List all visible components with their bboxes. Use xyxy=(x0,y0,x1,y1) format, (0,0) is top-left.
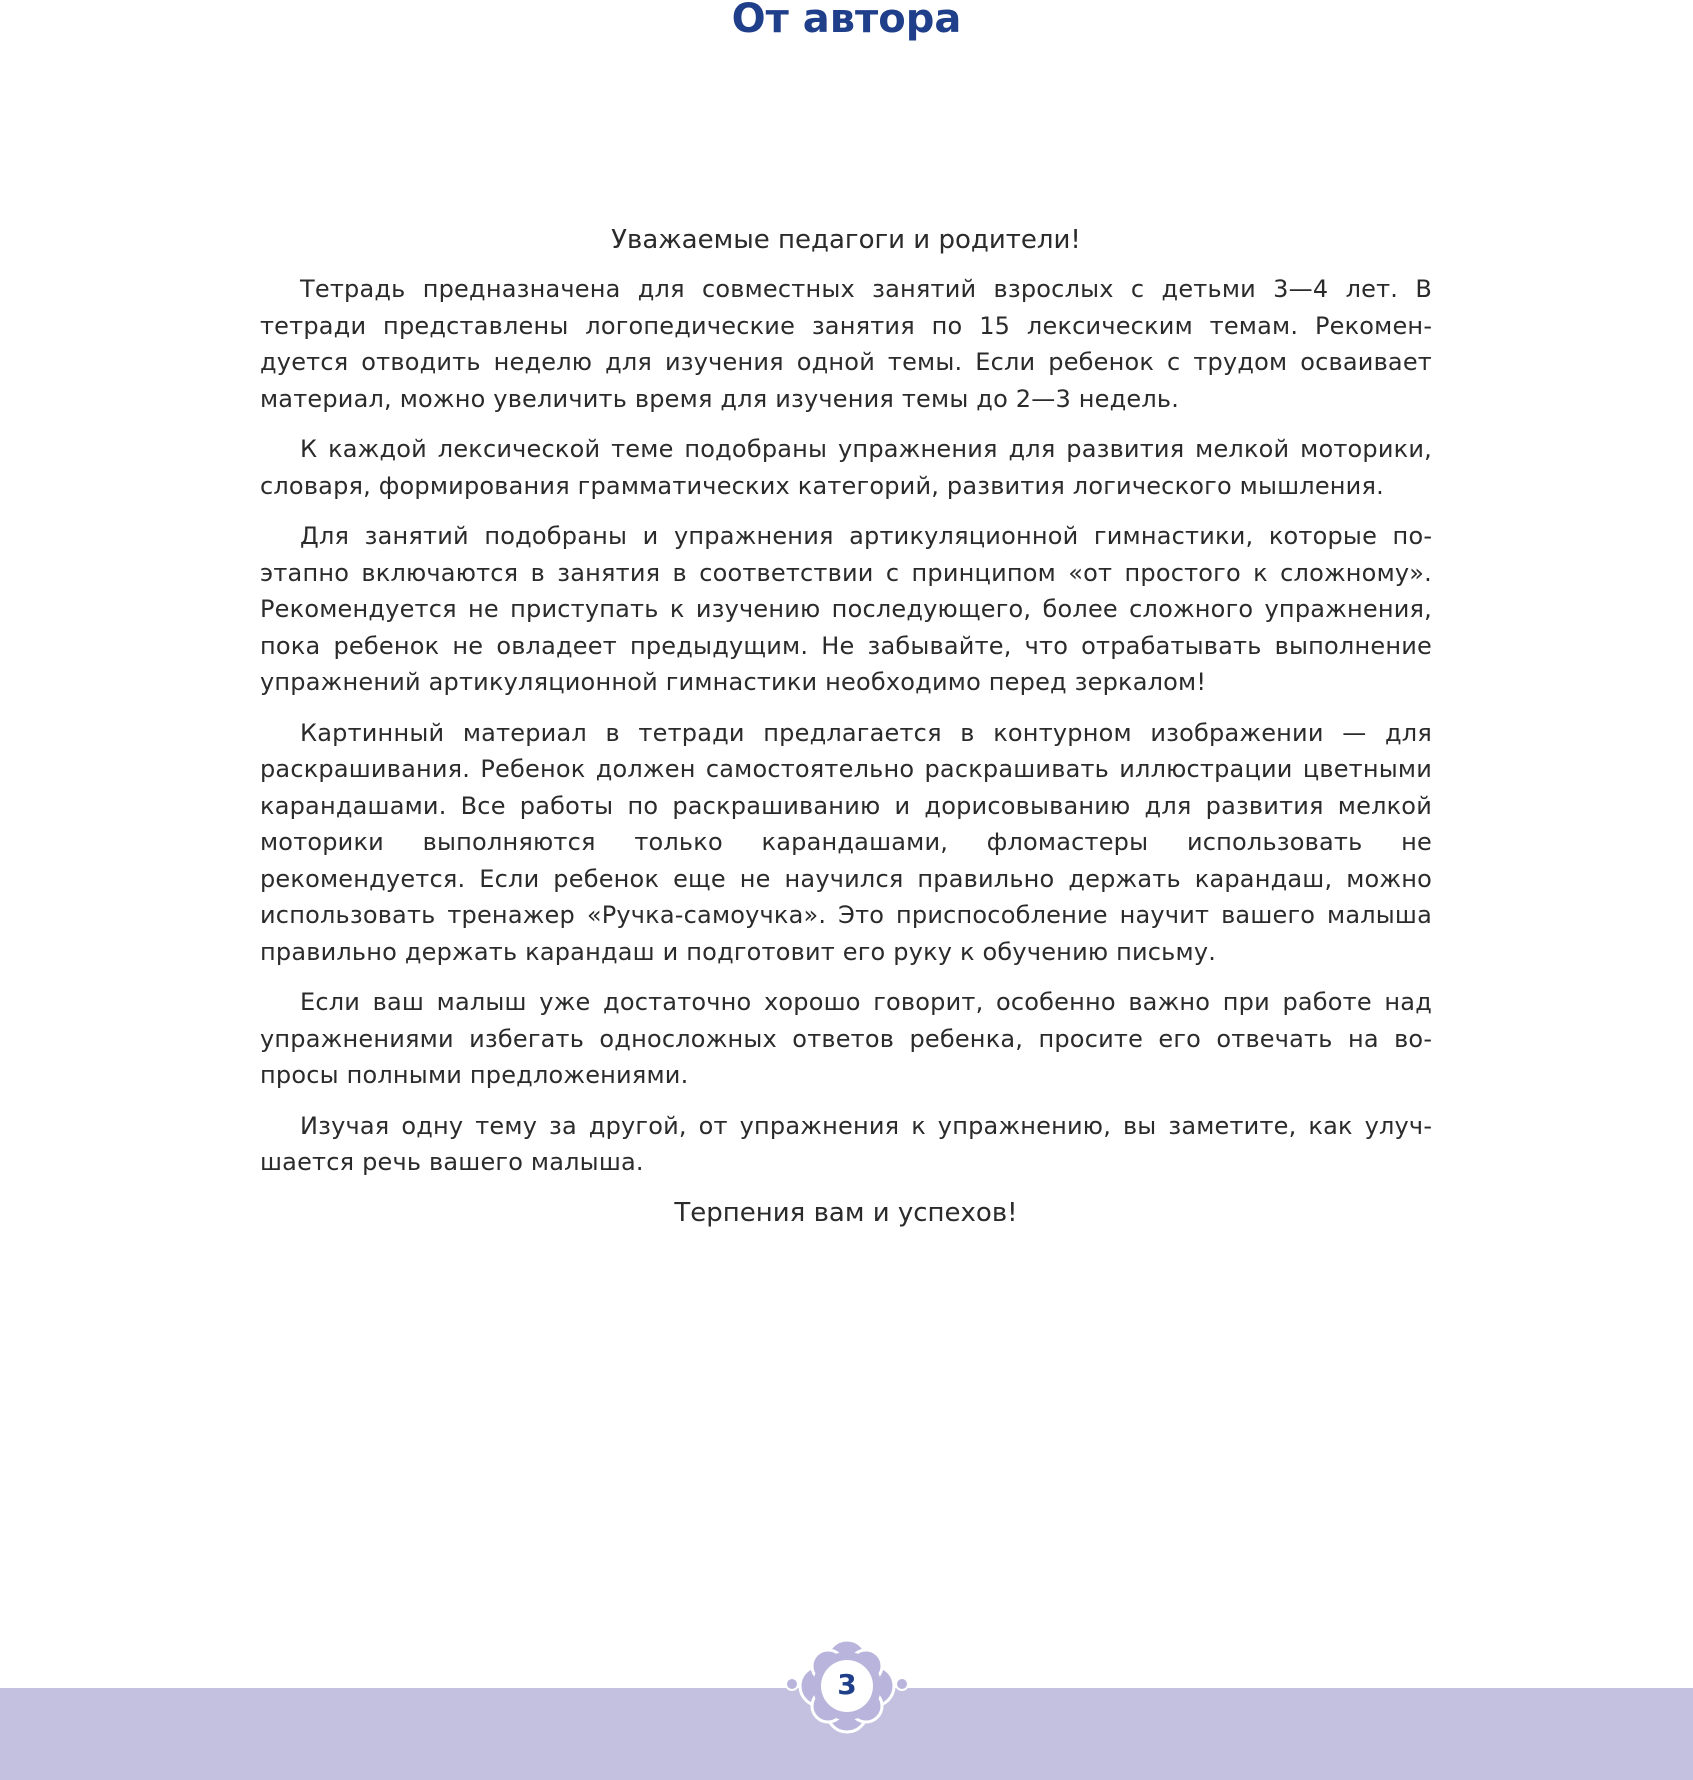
paragraph: Для занятий подобраны и упражнения артикуляционной гимнастики, которые поэтапно включаются в занятия в соответствии с принципом «от простого к сложному». Рекомендуется не приступать к изучению последующего, более сложного упражнения, пока ребенок не овладеет предыдущим. Не забывайте, что отрабатывать выполнение упражнений артикуляционной гимнастики необходимо перед зеркалом! xyxy=(260,522,1432,696)
paragraph: Картинный материал в тетради предлагается в контурном изображении — для раскрашивания. Ребенок должен самостоятельно раскрашивать иллюстрации цветными карандашами. Все работы по раскрашиванию и дорисовыванию для развития мелкой моторики выполняются только карандашами, фломастеры использовать не рекомендуется. Если ребенок еще не научился правильно держать карандаш, можно использовать тренажер «Ручка-самоучка». Это приспособление научит вашего малыша правильно держать карандаш и подготовит его руку к обучению письму. xyxy=(260,718,1432,966)
page-title: От автора xyxy=(731,0,962,42)
paragraph: Изучая одну тему за другой, от упражнения к упражнению, вы заметите, как улучшается речь вашего малыша. xyxy=(260,1111,1432,1176)
page-number: 3 xyxy=(837,1668,857,1701)
closing-line: Терпения вам и успехов! xyxy=(674,1197,1018,1228)
paragraph: Если ваш малыш уже достаточно хорошо говорит, особенно важно при работе над упражнениями избегать односложных ответов ребенка, просите его отвечать на вопросы полными предложениями. xyxy=(260,988,1432,1089)
greeting: Уважаемые педагоги и родители! xyxy=(611,225,1081,255)
paragraphs xyxy=(260,271,1432,1181)
article-body xyxy=(260,222,1432,1232)
paragraph: Тетрадь предназначена для совместных занятий взрослых с детьми 3—4 лет. В тетради представлены логопедические занятия по 15 лексическим темам. Рекомендуется отводить неделю для изучения одной темы. Если ребенок с трудом осваивает материал, можно увеличить время для изучения темы до 2—3 недель. xyxy=(260,275,1432,413)
paragraph: К каждой лексической теме подобраны упражнения для развития мелкой моторики, словаря, формирования грамматических категорий, развития логического мышления. xyxy=(260,435,1432,500)
